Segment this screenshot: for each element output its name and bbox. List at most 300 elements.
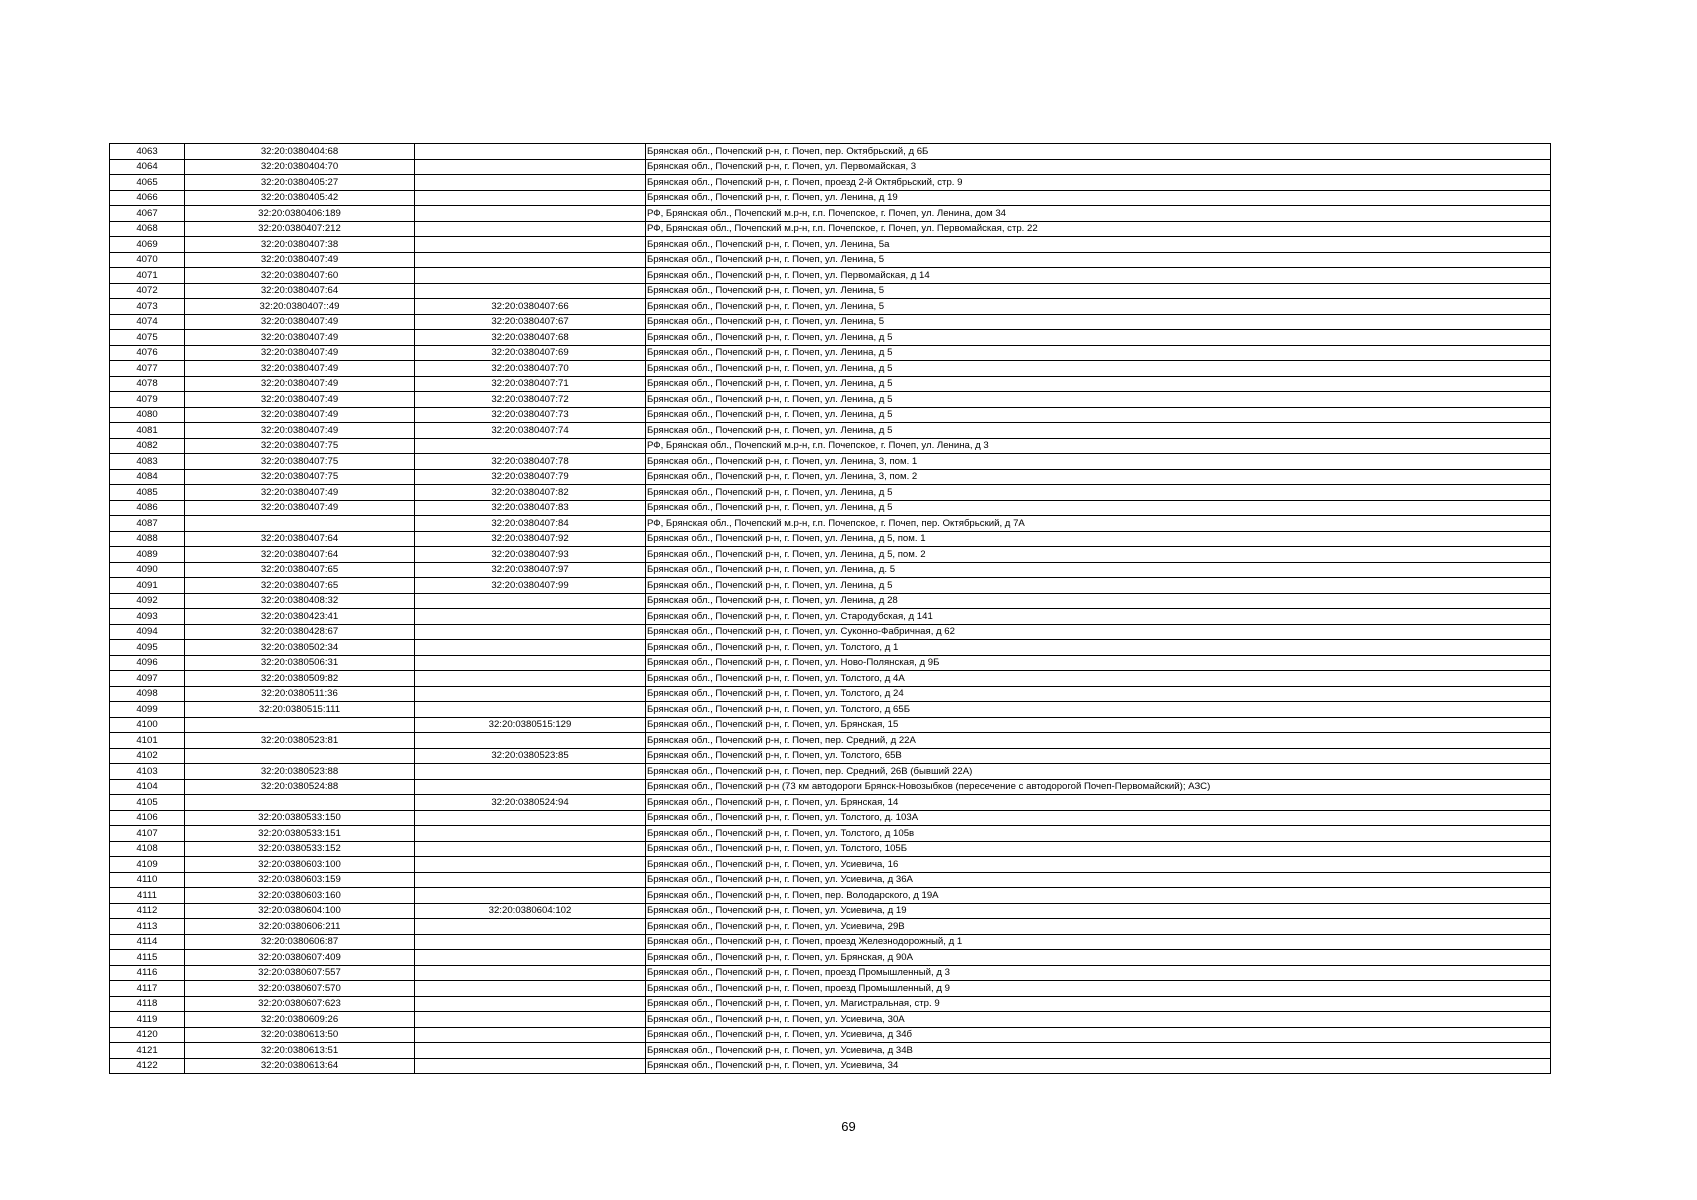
cadastral-number-cell: 32:20:0380603:100: [185, 857, 415, 873]
row-number-cell: 4099: [110, 702, 185, 718]
table-row: [110, 159, 1551, 175]
row-number-cell: 4120: [110, 1027, 185, 1043]
address-cell: Брянская обл., Почепский р-н, г. Почеп, ул. Ленина, д 19: [646, 190, 1551, 206]
row-number-cell: 4076: [110, 345, 185, 361]
row-number-cell: 4106: [110, 810, 185, 826]
table-row: [110, 407, 1551, 423]
included-object-cell: [415, 981, 646, 997]
row-number-cell: 4102: [110, 748, 185, 764]
address-cell: Брянская обл., Почепский р-н, г. Почеп, ул. Первомайская, 3: [646, 159, 1551, 175]
table-row: [110, 1058, 1551, 1074]
address-cell: Брянская обл., Почепский р-н, г. Почеп, ул. Ленина, 5: [646, 314, 1551, 330]
included-object-cell: [415, 593, 646, 609]
included-object-cell: 32:20:0380407:78: [415, 454, 646, 470]
cadastral-number-cell: 32:20:0380607:570: [185, 981, 415, 997]
row-number-cell: 4086: [110, 500, 185, 516]
row-number-cell: 4082: [110, 438, 185, 454]
table-row: [110, 423, 1551, 439]
cadastral-number-cell: 32:20:0380407:49: [185, 423, 415, 439]
row-number-cell: 4092: [110, 593, 185, 609]
cadastral-number-cell: 32:20:0380407:64: [185, 283, 415, 299]
row-number-cell: 4084: [110, 469, 185, 485]
cadastral-number-cell: 32:20:0380407:49: [185, 345, 415, 361]
table-row: [110, 717, 1551, 733]
cadastral-number-cell: 32:20:0380607:409: [185, 950, 415, 966]
row-number-cell: 4073: [110, 299, 185, 315]
row-number-cell: 4098: [110, 686, 185, 702]
address-cell: Брянская обл., Почепский р-н, г. Почеп, ул. Усиевича, 30А: [646, 1012, 1551, 1028]
address-cell: РФ, Брянская обл., Почепский м.р-н, г.п. Почепское, г. Почеп, ул. Ленина, дом 34: [646, 206, 1551, 222]
table-row: [110, 1012, 1551, 1028]
address-cell: Брянская обл., Почепский р-н, г. Почеп, ул. Суконно-Фабричная, д 62: [646, 624, 1551, 640]
included-object-cell: [415, 686, 646, 702]
cadastral-number-cell: 32:20:0380407:49: [185, 485, 415, 501]
address-cell: Брянская обл., Почепский р-н, г. Почеп, проезд Промышленный, д 9: [646, 981, 1551, 997]
row-number-cell: 4109: [110, 857, 185, 873]
table-row: [110, 965, 1551, 981]
included-object-cell: [415, 221, 646, 237]
included-object-cell: [415, 841, 646, 857]
included-object-cell: 32:20:0380604:102: [415, 903, 646, 919]
included-object-cell: [415, 779, 646, 795]
address-cell: РФ, Брянская обл., Почепский м.р-н, г.п. Почепское, г. Почеп, пер. Октябрьский, д 7А: [646, 516, 1551, 532]
included-object-cell: [415, 1027, 646, 1043]
row-number-cell: 4085: [110, 485, 185, 501]
table-row: [110, 190, 1551, 206]
address-cell: Брянская обл., Почепский р-н, г. Почеп, ул. Ленина, д 5: [646, 500, 1551, 516]
address-cell: Брянская обл., Почепский р-н, г. Почеп, проезд 2-й Октябрьский, стр. 9: [646, 175, 1551, 191]
table-row: [110, 857, 1551, 873]
included-object-cell: [415, 1058, 646, 1074]
included-object-cell: [415, 826, 646, 842]
included-object-cell: [415, 206, 646, 222]
registry-table: [109, 143, 1551, 1074]
included-object-cell: 32:20:0380407:66: [415, 299, 646, 315]
table-row: [110, 268, 1551, 284]
table-row: [110, 547, 1551, 563]
cadastral-number-cell: 32:20:0380524:88: [185, 779, 415, 795]
cadastral-number-cell: 32:20:0380506:31: [185, 655, 415, 671]
row-number-cell: 4101: [110, 733, 185, 749]
included-object-cell: 32:20:0380407:73: [415, 407, 646, 423]
cadastral-number-cell: 32:20:0380609:26: [185, 1012, 415, 1028]
row-number-cell: 4105: [110, 795, 185, 811]
cadastral-number-cell: 32:20:0380407:64: [185, 547, 415, 563]
table-row: [110, 779, 1551, 795]
included-object-cell: [415, 888, 646, 904]
row-number-cell: 4068: [110, 221, 185, 237]
table-row: [110, 872, 1551, 888]
cadastral-number-cell: 32:20:0380423:41: [185, 609, 415, 625]
address-cell: РФ, Брянская обл., Почепский м.р-н, г.п. Почепское, г. Почеп, ул. Ленина, д 3: [646, 438, 1551, 454]
address-cell: Брянская обл., Почепский р-н, г. Почеп, ул. Усиевича, 29В: [646, 919, 1551, 935]
address-cell: Брянская обл., Почепский р-н, г. Почеп, ул. Ленина, 3, пом. 2: [646, 469, 1551, 485]
row-number-cell: 4110: [110, 872, 185, 888]
included-object-cell: 32:20:0380407:67: [415, 314, 646, 330]
included-object-cell: 32:20:0380524:94: [415, 795, 646, 811]
row-number-cell: 4066: [110, 190, 185, 206]
address-cell: Брянская обл., Почепский р-н, г. Почеп, ул. Ленина, д 5, пом. 1: [646, 531, 1551, 547]
included-object-cell: 32:20:0380407:83: [415, 500, 646, 516]
included-object-cell: [415, 965, 646, 981]
table-row: [110, 919, 1551, 935]
address-cell: Брянская обл., Почепский р-н, г. Почеп, ул. Усиевича, д 19: [646, 903, 1551, 919]
table-row: [110, 283, 1551, 299]
row-number-cell: 4065: [110, 175, 185, 191]
included-object-cell: [415, 283, 646, 299]
row-number-cell: 4070: [110, 252, 185, 268]
cadastral-number-cell: 32:20:0380407:212: [185, 221, 415, 237]
cadastral-number-cell: 32:20:0380406:189: [185, 206, 415, 222]
address-cell: Брянская обл., Почепский р-н, г. Почеп, ул. Толстого, д 1: [646, 640, 1551, 656]
included-object-cell: [415, 919, 646, 935]
address-cell: Брянская обл., Почепский р-н, г. Почеп, ул. Брянская, д 90А: [646, 950, 1551, 966]
row-number-cell: 4103: [110, 764, 185, 780]
table-row: [110, 795, 1551, 811]
cadastral-number-cell: [185, 516, 415, 532]
table-row: [110, 206, 1551, 222]
address-cell: Брянская обл., Почепский р-н, г. Почеп, ул. Брянская, 15: [646, 717, 1551, 733]
address-cell: Брянская обл., Почепский р-н, г. Почеп, проезд Промышленный, д 3: [646, 965, 1551, 981]
table-row: [110, 454, 1551, 470]
address-cell: Брянская обл., Почепский р-н, г. Почеп, ул. Ленина, д 5, пом. 2: [646, 547, 1551, 563]
registry-body: [110, 144, 1551, 1074]
table-row: [110, 733, 1551, 749]
cadastral-number-cell: 32:20:0380613:51: [185, 1043, 415, 1059]
row-number-cell: 4072: [110, 283, 185, 299]
table-row: [110, 361, 1551, 377]
cadastral-number-cell: 32:20:0380606:87: [185, 934, 415, 950]
address-cell: Брянская обл., Почепский р-н, г. Почеп, ул. Ленина, д 5: [646, 345, 1551, 361]
row-number-cell: 4087: [110, 516, 185, 532]
row-number-cell: 4112: [110, 903, 185, 919]
row-number-cell: 4096: [110, 655, 185, 671]
included-object-cell: 32:20:0380407:84: [415, 516, 646, 532]
table-row: [110, 826, 1551, 842]
address-cell: Брянская обл., Почепский р-н, г. Почеп, ул. Ленина, д 5: [646, 485, 1551, 501]
address-cell: Брянская обл., Почепский р-н, г. Почеп, ул. Стародубская, д 141: [646, 609, 1551, 625]
address-cell: Брянская обл., Почепский р-н, г. Почеп, ул. Ленина, д 5: [646, 376, 1551, 392]
address-cell: Брянская обл., Почепский р-н, г. Почеп, ул. Ленина, 5: [646, 299, 1551, 315]
address-cell: Брянская обл., Почепский р-н, г. Почеп, ул. Усиевича, д 34В: [646, 1043, 1551, 1059]
table-row: [110, 981, 1551, 997]
included-object-cell: [415, 624, 646, 640]
cadastral-number-cell: 32:20:0380523:88: [185, 764, 415, 780]
row-number-cell: 4088: [110, 531, 185, 547]
address-cell: Брянская обл., Почепский р-н, г. Почеп, ул. Ленина, д 5: [646, 407, 1551, 423]
table-row: [110, 655, 1551, 671]
cadastral-number-cell: [185, 717, 415, 733]
included-object-cell: 32:20:0380407:97: [415, 562, 646, 578]
cadastral-number-cell: 32:20:0380509:82: [185, 671, 415, 687]
cadastral-number-cell: 32:20:0380407:49: [185, 252, 415, 268]
row-number-cell: 4121: [110, 1043, 185, 1059]
cadastral-number-cell: 32:20:0380405:42: [185, 190, 415, 206]
included-object-cell: 32:20:0380407:68: [415, 330, 646, 346]
table-row: [110, 810, 1551, 826]
cadastral-number-cell: 32:20:0380603:160: [185, 888, 415, 904]
table-row: [110, 686, 1551, 702]
table-row: [110, 888, 1551, 904]
cadastral-number-cell: 32:20:0380407:75: [185, 454, 415, 470]
cadastral-number-cell: 32:20:0380404:70: [185, 159, 415, 175]
table-row: [110, 934, 1551, 950]
row-number-cell: 4118: [110, 996, 185, 1012]
row-number-cell: 4095: [110, 640, 185, 656]
included-object-cell: [415, 733, 646, 749]
row-number-cell: 4083: [110, 454, 185, 470]
table-row: [110, 903, 1551, 919]
row-number-cell: 4069: [110, 237, 185, 253]
row-number-cell: 4111: [110, 888, 185, 904]
address-cell: Брянская обл., Почепский р-н, г. Почеп, ул. Первомайская, д 14: [646, 268, 1551, 284]
table-row: [110, 702, 1551, 718]
cadastral-number-cell: 32:20:0380407:38: [185, 237, 415, 253]
row-number-cell: 4074: [110, 314, 185, 330]
cadastral-number-cell: 32:20:0380604:100: [185, 903, 415, 919]
included-object-cell: [415, 609, 646, 625]
row-number-cell: 4071: [110, 268, 185, 284]
cadastral-number-cell: 32:20:0380607:623: [185, 996, 415, 1012]
address-cell: Брянская обл., Почепский р-н, г. Почеп, ул. Толстого, д 4А: [646, 671, 1551, 687]
included-object-cell: 32:20:0380407:71: [415, 376, 646, 392]
address-cell: Брянская обл., Почепский р-н, г. Почеп, ул. Ленина, д 5: [646, 361, 1551, 377]
table-row: [110, 516, 1551, 532]
address-cell: РФ, Брянская обл., Почепский м.р-н, г.п. Почепское, г. Почеп, ул. Первомайская, стр. 22: [646, 221, 1551, 237]
row-number-cell: 4113: [110, 919, 185, 935]
table-row: [110, 485, 1551, 501]
table-row: [110, 562, 1551, 578]
address-cell: Брянская обл., Почепский р-н, г. Почеп, ул. Магистральная, стр. 9: [646, 996, 1551, 1012]
row-number-cell: 4090: [110, 562, 185, 578]
address-cell: Брянская обл., Почепский р-н, г. Почеп, ул. Усиевича, 16: [646, 857, 1551, 873]
included-object-cell: [415, 810, 646, 826]
table-row: [110, 640, 1551, 656]
table-row: [110, 345, 1551, 361]
table-row: [110, 500, 1551, 516]
table-row: [110, 1043, 1551, 1059]
included-object-cell: 32:20:0380407:70: [415, 361, 646, 377]
included-object-cell: [415, 175, 646, 191]
table-row: [110, 330, 1551, 346]
row-number-cell: 4094: [110, 624, 185, 640]
table-row: [110, 252, 1551, 268]
cadastral-number-cell: 32:20:0380407:75: [185, 469, 415, 485]
row-number-cell: 4107: [110, 826, 185, 842]
included-object-cell: [415, 1043, 646, 1059]
included-object-cell: 32:20:0380407:92: [415, 531, 646, 547]
cadastral-number-cell: 32:20:0380407:65: [185, 578, 415, 594]
row-number-cell: 4089: [110, 547, 185, 563]
included-object-cell: [415, 934, 646, 950]
table-row: [110, 996, 1551, 1012]
row-number-cell: 4079: [110, 392, 185, 408]
cadastral-number-cell: 32:20:0380603:159: [185, 872, 415, 888]
cadastral-number-cell: 32:20:0380404:68: [185, 144, 415, 160]
table-row: [110, 531, 1551, 547]
cadastral-number-cell: 32:20:0380405:27: [185, 175, 415, 191]
table-row: [110, 314, 1551, 330]
row-number-cell: 4100: [110, 717, 185, 733]
row-number-cell: 4064: [110, 159, 185, 175]
included-object-cell: [415, 190, 646, 206]
cadastral-number-cell: [185, 748, 415, 764]
row-number-cell: 4119: [110, 1012, 185, 1028]
address-cell: Брянская обл., Почепский р-н, г. Почеп, ул. Ново-Полянская, д 9Б: [646, 655, 1551, 671]
row-number-cell: 4091: [110, 578, 185, 594]
included-object-cell: 32:20:0380407:82: [415, 485, 646, 501]
address-cell: Брянская обл., Почепский р-н, г. Почеп, пер. Октябрьский, д 6Б: [646, 144, 1551, 160]
table-row: [110, 578, 1551, 594]
cadastral-number-cell: 32:20:0380533:151: [185, 826, 415, 842]
address-cell: Брянская обл., Почепский р-н, г. Почеп, ул. Толстого, 65В: [646, 748, 1551, 764]
cadastral-number-cell: 32:20:0380613:50: [185, 1027, 415, 1043]
cadastral-number-cell: 32:20:0380428:67: [185, 624, 415, 640]
cadastral-number-cell: 32:20:0380606:211: [185, 919, 415, 935]
cadastral-number-cell: 32:20:0380407:49: [185, 361, 415, 377]
address-cell: Брянская обл., Почепский р-н, г. Почеп, ул. Ленина, д 28: [646, 593, 1551, 609]
address-cell: Брянская обл., Почепский р-н, г. Почеп, ул. Толстого, д 65Б: [646, 702, 1551, 718]
address-cell: Брянская обл., Почепский р-н, г. Почеп, ул. Ленина, 5а: [646, 237, 1551, 253]
included-object-cell: [415, 237, 646, 253]
row-number-cell: 4078: [110, 376, 185, 392]
row-number-cell: 4115: [110, 950, 185, 966]
page-number: 69: [841, 1119, 856, 1134]
row-number-cell: 4097: [110, 671, 185, 687]
included-object-cell: 32:20:0380515:129: [415, 717, 646, 733]
included-object-cell: [415, 655, 646, 671]
address-cell: Брянская обл., Почепский р-н, г. Почеп, ул. Толстого, д. 103А: [646, 810, 1551, 826]
row-number-cell: 4081: [110, 423, 185, 439]
row-number-cell: 4063: [110, 144, 185, 160]
address-cell: Брянская обл., Почепский р-н, г. Почеп, ул. Ленина, д 5: [646, 330, 1551, 346]
included-object-cell: [415, 640, 646, 656]
included-object-cell: [415, 872, 646, 888]
address-cell: Брянская обл., Почепский р-н, г. Почеп, ул. Ленина, д 5: [646, 392, 1551, 408]
cadastral-number-cell: 32:20:0380407:64: [185, 531, 415, 547]
table-row: [110, 392, 1551, 408]
cadastral-number-cell: [185, 795, 415, 811]
address-cell: Брянская обл., Почепский р-н, г. Почеп, ул. Ленина, 5: [646, 252, 1551, 268]
table-row: [110, 376, 1551, 392]
table-row: [110, 609, 1551, 625]
included-object-cell: [415, 252, 646, 268]
included-object-cell: [415, 159, 646, 175]
table-row: [110, 221, 1551, 237]
row-number-cell: 4116: [110, 965, 185, 981]
row-number-cell: 4080: [110, 407, 185, 423]
table-row: [110, 950, 1551, 966]
included-object-cell: [415, 671, 646, 687]
table-row: [110, 671, 1551, 687]
cadastral-number-cell: 32:20:0380613:64: [185, 1058, 415, 1074]
address-cell: Брянская обл., Почепский р-н, г. Почеп, ул. Толстого, д 24: [646, 686, 1551, 702]
address-cell: Брянская обл., Почепский р-н, г. Почеп, ул. Ленина, д 5: [646, 423, 1551, 439]
row-number-cell: 4114: [110, 934, 185, 950]
row-number-cell: 4075: [110, 330, 185, 346]
address-cell: Брянская обл., Почепский р-н, г. Почеп, ул. Усиевича, д 34б: [646, 1027, 1551, 1043]
table-row: [110, 299, 1551, 315]
cadastral-number-cell: 32:20:0380407:49: [185, 392, 415, 408]
address-cell: Брянская обл., Почепский р-н, г. Почеп, пер. Средний, 26В (бывший 22А): [646, 764, 1551, 780]
table-row: [110, 764, 1551, 780]
cadastral-number-cell: 32:20:0380407:49: [185, 330, 415, 346]
cadastral-number-cell: 32:20:0380407::49: [185, 299, 415, 315]
row-number-cell: 4108: [110, 841, 185, 857]
included-object-cell: [415, 144, 646, 160]
table-row: [110, 144, 1551, 160]
included-object-cell: [415, 268, 646, 284]
table-row: [110, 438, 1551, 454]
address-cell: Брянская обл., Почепский р-н, г. Почеп, проезд Железнодорожный, д 1: [646, 934, 1551, 950]
cadastral-number-cell: 32:20:0380607:557: [185, 965, 415, 981]
table-row: [110, 841, 1551, 857]
table-row: [110, 175, 1551, 191]
table-row: [110, 1027, 1551, 1043]
address-cell: Брянская обл., Почепский р-н, г. Почеп, ул. Толстого, 105Б: [646, 841, 1551, 857]
address-cell: Брянская обл., Почепский р-н, г. Почеп, ул. Ленина, д. 5: [646, 562, 1551, 578]
included-object-cell: 32:20:0380407:93: [415, 547, 646, 563]
cadastral-number-cell: 32:20:0380515:111: [185, 702, 415, 718]
address-cell: Брянская обл., Почепский р-н, г. Почеп, ул. Ленина, 3, пом. 1: [646, 454, 1551, 470]
included-object-cell: [415, 857, 646, 873]
table-row: [110, 469, 1551, 485]
included-object-cell: 32:20:0380407:79: [415, 469, 646, 485]
row-number-cell: 4122: [110, 1058, 185, 1074]
cadastral-number-cell: 32:20:0380407:65: [185, 562, 415, 578]
included-object-cell: [415, 996, 646, 1012]
cadastral-number-cell: 32:20:0380407:49: [185, 407, 415, 423]
address-cell: Брянская обл., Почепский р-н, г. Почеп, пер. Володарского, д 19А: [646, 888, 1551, 904]
cadastral-number-cell: 32:20:0380511:36: [185, 686, 415, 702]
address-cell: Брянская обл., Почепский р-н, г. Почеп, ул. Ленина, д 5: [646, 578, 1551, 594]
row-number-cell: 4117: [110, 981, 185, 997]
table-row: [110, 748, 1551, 764]
cadastral-number-cell: 32:20:0380533:152: [185, 841, 415, 857]
table-row: [110, 593, 1551, 609]
included-object-cell: 32:20:0380407:72: [415, 392, 646, 408]
cadastral-number-cell: 32:20:0380523:81: [185, 733, 415, 749]
address-cell: Брянская обл., Почепский р-н, г. Почеп, ул. Усиевича, д 36А: [646, 872, 1551, 888]
cadastral-number-cell: 32:20:0380407:49: [185, 314, 415, 330]
included-object-cell: 32:20:0380407:74: [415, 423, 646, 439]
cadastral-number-cell: 32:20:0380407:75: [185, 438, 415, 454]
address-cell: Брянская обл., Почепский р-н, г. Почеп, ул. Толстого, д 105в: [646, 826, 1551, 842]
included-object-cell: [415, 702, 646, 718]
cadastral-number-cell: 32:20:0380407:60: [185, 268, 415, 284]
cadastral-number-cell: 32:20:0380407:49: [185, 376, 415, 392]
row-number-cell: 4067: [110, 206, 185, 222]
cadastral-number-cell: 32:20:0380533:150: [185, 810, 415, 826]
address-cell: Брянская обл., Почепский р-н, г. Почеп, ул. Брянская, 14: [646, 795, 1551, 811]
included-object-cell: 32:20:0380407:69: [415, 345, 646, 361]
row-number-cell: 4077: [110, 361, 185, 377]
address-cell: Брянская обл., Почепский р-н, г. Почеп, пер. Средний, д 22А: [646, 733, 1551, 749]
row-number-cell: 4093: [110, 609, 185, 625]
included-object-cell: [415, 764, 646, 780]
included-object-cell: [415, 438, 646, 454]
included-object-cell: [415, 950, 646, 966]
included-object-cell: 32:20:0380523:85: [415, 748, 646, 764]
cadastral-number-cell: 32:20:0380502:34: [185, 640, 415, 656]
included-object-cell: [415, 1012, 646, 1028]
cadastral-number-cell: 32:20:0380408:32: [185, 593, 415, 609]
included-object-cell: 32:20:0380407:99: [415, 578, 646, 594]
address-cell: Брянская обл., Почепский р-н (73 км автодороги Брянск-Новозыбков (пересечение с автодорогой Почеп-Первомайский); АЗС): [646, 779, 1551, 795]
cadastral-number-cell: 32:20:0380407:49: [185, 500, 415, 516]
table-row: [110, 624, 1551, 640]
address-cell: Брянская обл., Почепский р-н, г. Почеп, ул. Ленина, 5: [646, 283, 1551, 299]
